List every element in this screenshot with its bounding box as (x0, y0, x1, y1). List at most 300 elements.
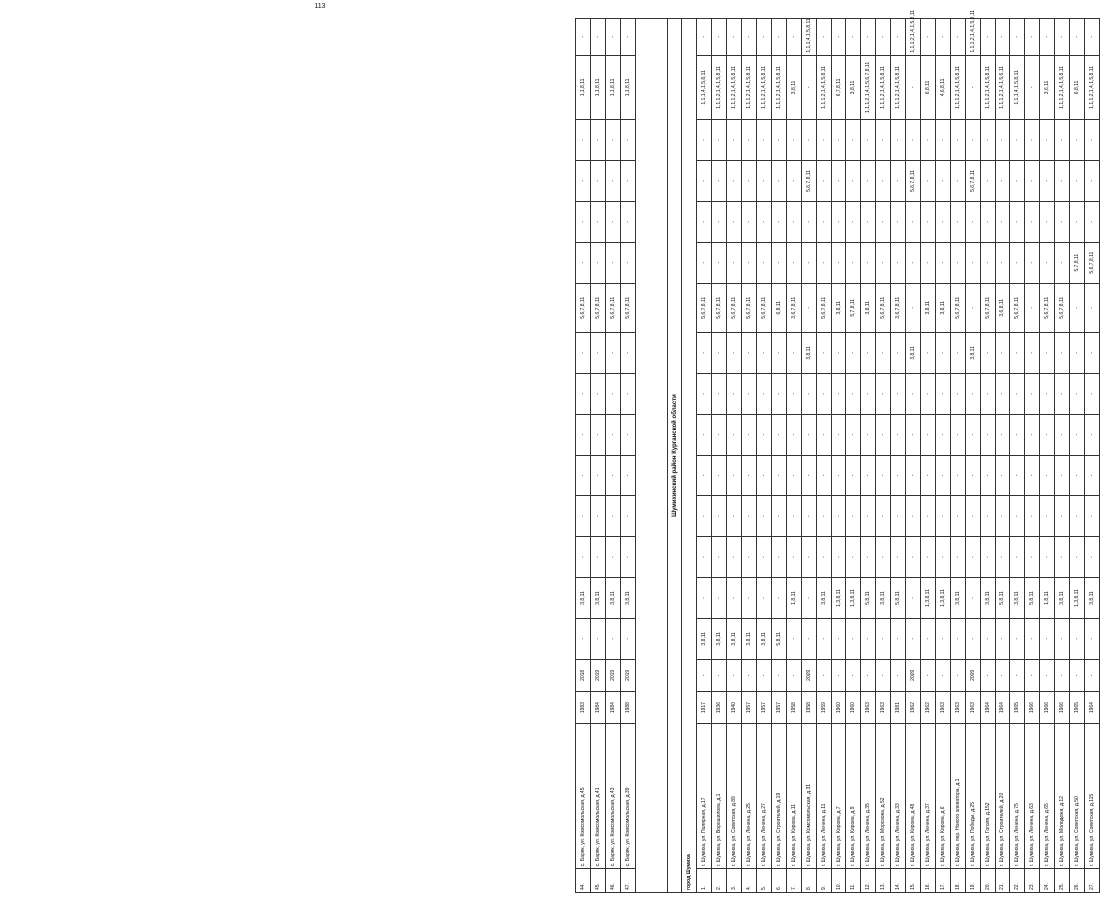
table-cell: - (965, 283, 980, 332)
table-cell: 3,8,11 (590, 578, 605, 619)
table-cell: - (712, 19, 727, 56)
table-cell: 1,1,1,2,1,4,1,5,8,11 (950, 55, 965, 120)
table-cell: 5,6,7,8,11 (590, 283, 605, 332)
address-cell: г. Шумиха, ул. Советская, д.89 (727, 724, 742, 869)
table-cell: - (1040, 537, 1055, 578)
table-cell: 1966 (1040, 691, 1055, 723)
table-cell: 1,1,1,2,1,4,1,5,6,11 (995, 55, 1010, 120)
table-cell: - (816, 496, 831, 537)
table-cell: - (846, 161, 861, 202)
table-cell: - (576, 161, 591, 202)
row-number: 9. (816, 869, 831, 893)
table-cell: 2009 (801, 659, 816, 691)
table-cell: - (771, 537, 786, 578)
table-cell: - (757, 659, 772, 691)
table-cell: 3,8,11 (920, 283, 935, 332)
table-cell: 1,8,11 (786, 578, 801, 619)
table-cell: - (995, 455, 1010, 496)
address-cell: г. Шумиха, ул. Комсомольская, д.31 (801, 724, 816, 869)
table-cell: - (950, 373, 965, 414)
table-cell: 5,6,7,8,11 (757, 283, 772, 332)
table-cell: - (891, 120, 906, 161)
table-cell: - (712, 455, 727, 496)
table-cell: - (1084, 496, 1099, 537)
table-cell: - (876, 242, 891, 283)
table-cell: - (1025, 537, 1040, 578)
table-cell: - (1055, 659, 1070, 691)
table-cell: - (846, 332, 861, 373)
table-cell: - (950, 496, 965, 537)
address-cell: г. Шумиха, ул. Советская, д.50 (1070, 724, 1085, 869)
row-number: 16. (920, 869, 935, 893)
table-cell: - (605, 201, 620, 242)
table-row (1055, 19, 1070, 893)
table-row (831, 19, 846, 893)
table-cell: 5,8,11 (995, 578, 1010, 619)
row-number: 7. (786, 869, 801, 893)
address-cell: г. Шумиха, ул. Советская, д.115 (1084, 724, 1099, 869)
table-cell: - (1084, 120, 1099, 161)
table-cell: - (995, 659, 1010, 691)
table-cell: - (742, 373, 757, 414)
table-cell: 3,6,8,11 (995, 283, 1010, 332)
table-cell: - (935, 201, 950, 242)
table-cell: - (965, 578, 980, 619)
table-cell: - (1084, 373, 1099, 414)
table-cell: - (771, 496, 786, 537)
table-cell: - (1040, 455, 1055, 496)
table-cell: - (1025, 19, 1040, 56)
table-cell: - (891, 201, 906, 242)
table-cell: - (1010, 496, 1025, 537)
row-number: 27. (1084, 869, 1099, 893)
table-cell: 5,7,8,11 (1070, 242, 1085, 283)
table-cell: - (965, 618, 980, 659)
table-cell: - (1084, 283, 1099, 332)
table-cell: - (1084, 19, 1099, 56)
table-cell: - (1010, 414, 1025, 455)
table-cell: 1,1,1,2,1,4,1,5,8,11 (891, 55, 906, 120)
table-cell: 5,6,7,8,11 (1084, 242, 1099, 283)
table-cell: - (920, 496, 935, 537)
row-number: 4. (742, 869, 757, 893)
table-cell: 3,8,11 (1055, 578, 1070, 619)
table-cell: - (965, 414, 980, 455)
table-cell: - (605, 19, 620, 56)
table-cell: 6,7,8,11 (831, 55, 846, 120)
table-cell: 1,1,1,2,1,4,1,5,8,11 (980, 55, 995, 120)
table-cell: - (995, 201, 1010, 242)
city-rows (697, 9, 1100, 893)
table-cell: - (920, 618, 935, 659)
table-row (697, 19, 712, 893)
table-cell: - (816, 659, 831, 691)
table-cell: - (590, 161, 605, 202)
table-cell: 3,6,7,8,11 (891, 283, 906, 332)
table-cell: - (801, 496, 816, 537)
table-cell: - (906, 618, 921, 659)
table-cell: 1,3,8,11 (920, 578, 935, 619)
section-title: Шумихинский район Курганской области (667, 19, 682, 893)
table-cell: - (605, 373, 620, 414)
table-row (816, 19, 831, 893)
table-cell: - (576, 496, 591, 537)
table-cell: 1940 (727, 691, 742, 723)
table-cell: - (727, 537, 742, 578)
table-cell: 1917 (697, 691, 712, 723)
table-cell: - (920, 414, 935, 455)
table-cell: - (801, 537, 816, 578)
table-row (1084, 19, 1099, 893)
table-cell: 1,3,8,11 (1070, 578, 1085, 619)
table-row (786, 19, 801, 893)
table-cell: 5,6,7,8,11 (876, 283, 891, 332)
table-cell: - (816, 455, 831, 496)
table-cell: 1966 (1055, 691, 1070, 723)
table-cell: - (1040, 414, 1055, 455)
row-number: 20. (980, 869, 995, 893)
table-cell: 3,8,11 (801, 332, 816, 373)
row-number: 24. (1040, 869, 1055, 893)
table-cell: - (727, 201, 742, 242)
page-number: 113 (314, 3, 326, 10)
table-cell: - (935, 242, 950, 283)
table-cell: - (816, 120, 831, 161)
table-cell: - (786, 537, 801, 578)
table-row (590, 19, 605, 893)
table-cell: 1,1,1,2,1,4,1,5,8,11 (712, 55, 727, 120)
row-number: 13. (876, 869, 891, 893)
table-cell: - (980, 161, 995, 202)
table-cell: - (1010, 332, 1025, 373)
table-cell: - (980, 19, 995, 56)
table-cell: - (727, 332, 742, 373)
table-cell: - (906, 283, 921, 332)
table-cell: - (1070, 659, 1085, 691)
table-cell: - (1025, 120, 1040, 161)
table-cell: - (1055, 201, 1070, 242)
table-cell: - (920, 332, 935, 373)
table-cell: 2009 (965, 659, 980, 691)
table-cell: 1,1,1,2,1,4,1,5,8,11 (771, 55, 786, 120)
address-cell: г. Шумиха, ул. Ленина, д.65 (1040, 724, 1055, 869)
table-cell: - (727, 578, 742, 619)
address-cell: с. Баряк, ул. Комсомольская, д.41 (590, 724, 605, 869)
table-cell: 3,6,7,8,11 (786, 283, 801, 332)
table-cell: - (980, 242, 995, 283)
table-cell: 1,1,1,2,1,4,1,5,8,11 (727, 55, 742, 120)
table-cell: - (891, 242, 906, 283)
table-cell: 1,1,1,4,1,5,8,11 (1010, 55, 1025, 120)
table-cell: - (1084, 537, 1099, 578)
table-cell: 6,8,11 (1070, 55, 1085, 120)
table-cell: - (742, 19, 757, 56)
table-cell: - (920, 373, 935, 414)
table-cell: - (620, 19, 635, 56)
table-cell: - (771, 578, 786, 619)
table-cell: - (620, 618, 635, 659)
table-cell: - (861, 659, 876, 691)
table-cell: - (876, 618, 891, 659)
table-cell: - (1010, 537, 1025, 578)
table-cell: - (846, 414, 861, 455)
table-cell: 3,8,11 (831, 283, 846, 332)
blank-row (635, 19, 667, 893)
table-cell: - (1070, 618, 1085, 659)
address-cell: с. Баряк, ул. Комсомольская, д.43 (605, 724, 620, 869)
table-cell: - (1055, 120, 1070, 161)
table-cell: - (1084, 201, 1099, 242)
table-cell: - (1010, 120, 1025, 161)
table-cell: - (1040, 332, 1055, 373)
table-cell: - (576, 618, 591, 659)
table-cell: - (697, 373, 712, 414)
table-cell: - (801, 618, 816, 659)
row-number: 3. (727, 869, 742, 893)
table-cell: - (727, 161, 742, 202)
table-cell: - (980, 618, 995, 659)
table-cell: 3,8,11 (876, 578, 891, 619)
table-cell: 1957 (771, 691, 786, 723)
table-cell: - (906, 455, 921, 496)
table-cell: - (831, 373, 846, 414)
table-cell: - (831, 659, 846, 691)
table-cell: - (1010, 618, 1025, 659)
row-number: 2. (712, 869, 727, 893)
table-cell: - (906, 120, 921, 161)
table-cell: - (831, 414, 846, 455)
table-cell: - (846, 242, 861, 283)
table-cell: - (861, 19, 876, 56)
table-cell: 3,8,11 (712, 618, 727, 659)
table-cell: 3,8,11 (786, 55, 801, 120)
table-cell: - (920, 19, 935, 56)
table-cell: - (1055, 373, 1070, 414)
row-number: 8. (801, 869, 816, 893)
table-cell: - (876, 659, 891, 691)
table-cell: - (605, 332, 620, 373)
address-cell: г. Шумиха, ул. Ворошилова, д.1 (712, 724, 727, 869)
table-cell: - (576, 537, 591, 578)
table-cell: - (861, 120, 876, 161)
table-cell: - (816, 201, 831, 242)
table-cell: - (831, 19, 846, 56)
table-cell: - (786, 659, 801, 691)
table-cell: - (605, 414, 620, 455)
table-cell: - (801, 283, 816, 332)
table-row (576, 19, 591, 893)
table-cell: - (697, 19, 712, 56)
table-cell: - (697, 332, 712, 373)
table-cell: - (876, 414, 891, 455)
table-cell: - (742, 414, 757, 455)
row-number: 11. (846, 869, 861, 893)
table-cell: - (950, 414, 965, 455)
table-cell: - (757, 201, 772, 242)
table-cell: - (1040, 496, 1055, 537)
table-cell: - (712, 332, 727, 373)
address-cell: г. Шумиха, ул. Кирова, д.7 (831, 724, 846, 869)
table-cell: 3,8,11 (757, 618, 772, 659)
table-cell: 1965 (1070, 691, 1085, 723)
table-cell: 1965 (1010, 691, 1025, 723)
table-cell: - (786, 161, 801, 202)
row-number: 45. (590, 869, 605, 893)
table-row (742, 19, 757, 893)
table-cell: - (965, 455, 980, 496)
table-cell: - (876, 19, 891, 56)
table-cell: - (816, 242, 831, 283)
table-cell: - (620, 201, 635, 242)
table-cell: - (590, 537, 605, 578)
table-cell: - (697, 161, 712, 202)
table-cell: 5,6,7,8,11 (712, 283, 727, 332)
address-cell: г. Шумиха, ул. Ленина, д.63 (1025, 724, 1040, 869)
table-cell: - (1055, 242, 1070, 283)
table-cell: 6,8,11 (920, 55, 935, 120)
table-cell: - (965, 537, 980, 578)
table-cell: - (920, 161, 935, 202)
table-cell: 1964 (980, 691, 995, 723)
table-cell: - (1070, 161, 1085, 202)
table-row (771, 19, 786, 893)
table-cell: 3,8,11 (950, 578, 965, 619)
table-cell: - (605, 618, 620, 659)
table-cell: - (876, 455, 891, 496)
table-cell: - (742, 120, 757, 161)
table-cell: - (935, 161, 950, 202)
table-cell: - (1040, 19, 1055, 56)
table-cell: 1,1,8,11 (605, 55, 620, 120)
table-cell: - (801, 242, 816, 283)
table-cell: - (891, 373, 906, 414)
address-cell: г. Шумиха, ул. Строителей, д.20 (995, 724, 1010, 869)
address-cell: г. Шумиха, ул. Ленина, д.25 (742, 724, 757, 869)
rotated-table-frame (575, 9, 1100, 893)
table-cell: - (1070, 283, 1085, 332)
table-cell: - (920, 242, 935, 283)
table-cell: - (742, 578, 757, 619)
table-cell: 1981 (891, 691, 906, 723)
table-cell: - (1010, 659, 1025, 691)
table-cell: - (920, 201, 935, 242)
table-cell: - (846, 373, 861, 414)
table-cell: - (1025, 242, 1040, 283)
table-cell: - (727, 455, 742, 496)
table-cell: 5,6,7,8,11 (1040, 283, 1055, 332)
table-cell: - (742, 537, 757, 578)
table-cell: - (576, 373, 591, 414)
table-cell: - (1025, 659, 1040, 691)
table-cell: 1957 (742, 691, 757, 723)
table-cell: - (786, 19, 801, 56)
table-cell: - (906, 201, 921, 242)
address-cell: г. Шумиха, ул. Кирова, д.6 (935, 724, 950, 869)
table-cell: - (590, 332, 605, 373)
table-cell: - (950, 19, 965, 56)
table-cell: 5,6,7,8,11 (980, 283, 995, 332)
table-row (876, 19, 891, 893)
table-cell: - (605, 496, 620, 537)
table-cell: - (771, 659, 786, 691)
table-cell: 5,7,8,11 (846, 283, 861, 332)
table-cell: - (1010, 19, 1025, 56)
address-cell: г. Шумиха, ул. Кирова, д.48 (906, 724, 921, 869)
table-cell: - (1084, 161, 1099, 202)
table-cell: 4,6,8,11 (935, 55, 950, 120)
table-row (861, 19, 876, 893)
address-cell: г. Шумиха, ул. Ленина, д.33 (891, 724, 906, 869)
table-cell: - (1025, 618, 1040, 659)
table-cell: 3,8,11 (846, 55, 861, 120)
table-cell: - (846, 201, 861, 242)
table-cell: 1,1,1,2,1,4,1,5,8,11 (965, 19, 980, 56)
table-cell: - (816, 537, 831, 578)
table-cell: - (831, 537, 846, 578)
table-row (712, 19, 727, 893)
table-cell: - (742, 455, 757, 496)
table-cell: - (1010, 242, 1025, 283)
table-cell: - (846, 618, 861, 659)
table-cell: - (1010, 373, 1025, 414)
address-cell: г. Шумиха, ул. Молодежи, д.12 (1055, 724, 1070, 869)
table-cell: 1960 (831, 691, 846, 723)
row-number: 26. (1070, 869, 1085, 893)
address-cell: г. Шумиха, ул. Ленина, д.11 (816, 724, 831, 869)
table-cell: - (1040, 120, 1055, 161)
table-cell: - (965, 373, 980, 414)
table-cell: 5,6,7,8,11 (965, 161, 980, 202)
table-cell: 1936 (712, 691, 727, 723)
table-cell: 5,6,7,8,11 (576, 283, 591, 332)
table-cell: - (620, 120, 635, 161)
table-cell: - (891, 161, 906, 202)
table-cell: - (1025, 455, 1040, 496)
table-cell: - (950, 201, 965, 242)
table-cell: - (1055, 414, 1070, 455)
row-number: 6. (771, 869, 786, 893)
address-cell: г. Шумиха, ул. Ленина, д.37 (920, 724, 935, 869)
table-cell: 1,1,1,2,1,4,1,5,8,11 (757, 55, 772, 120)
table-cell: 1964 (1084, 691, 1099, 723)
table-row (891, 19, 906, 893)
address-cell: г. Шумиха, ул. Ленина, д.35 (861, 724, 876, 869)
table-cell: - (786, 618, 801, 659)
table-cell: - (1055, 496, 1070, 537)
table-row (920, 19, 935, 893)
table-cell: 3,8,11 (605, 578, 620, 619)
table-cell: - (980, 373, 995, 414)
section-heading (667, 19, 682, 893)
table-cell: - (1025, 414, 1040, 455)
table-cell: - (576, 120, 591, 161)
table-cell: - (995, 19, 1010, 56)
table-cell: - (831, 120, 846, 161)
table-cell: - (995, 242, 1010, 283)
table-row (935, 19, 950, 893)
table-cell: - (935, 537, 950, 578)
table-row (1040, 19, 1055, 893)
table-cell: 1,1,8,11 (576, 55, 591, 120)
address-cell: г. Шумиха, ул. Строителей, д.19 (771, 724, 786, 869)
table-cell: - (590, 414, 605, 455)
table-cell: - (712, 201, 727, 242)
table-cell: 3,8,11 (861, 283, 876, 332)
table-cell: 1,1,1,2,1,4,1,5,6,7,8,11 (861, 55, 876, 120)
table-row (965, 19, 980, 893)
table-cell: - (831, 201, 846, 242)
table-cell: - (1084, 618, 1099, 659)
